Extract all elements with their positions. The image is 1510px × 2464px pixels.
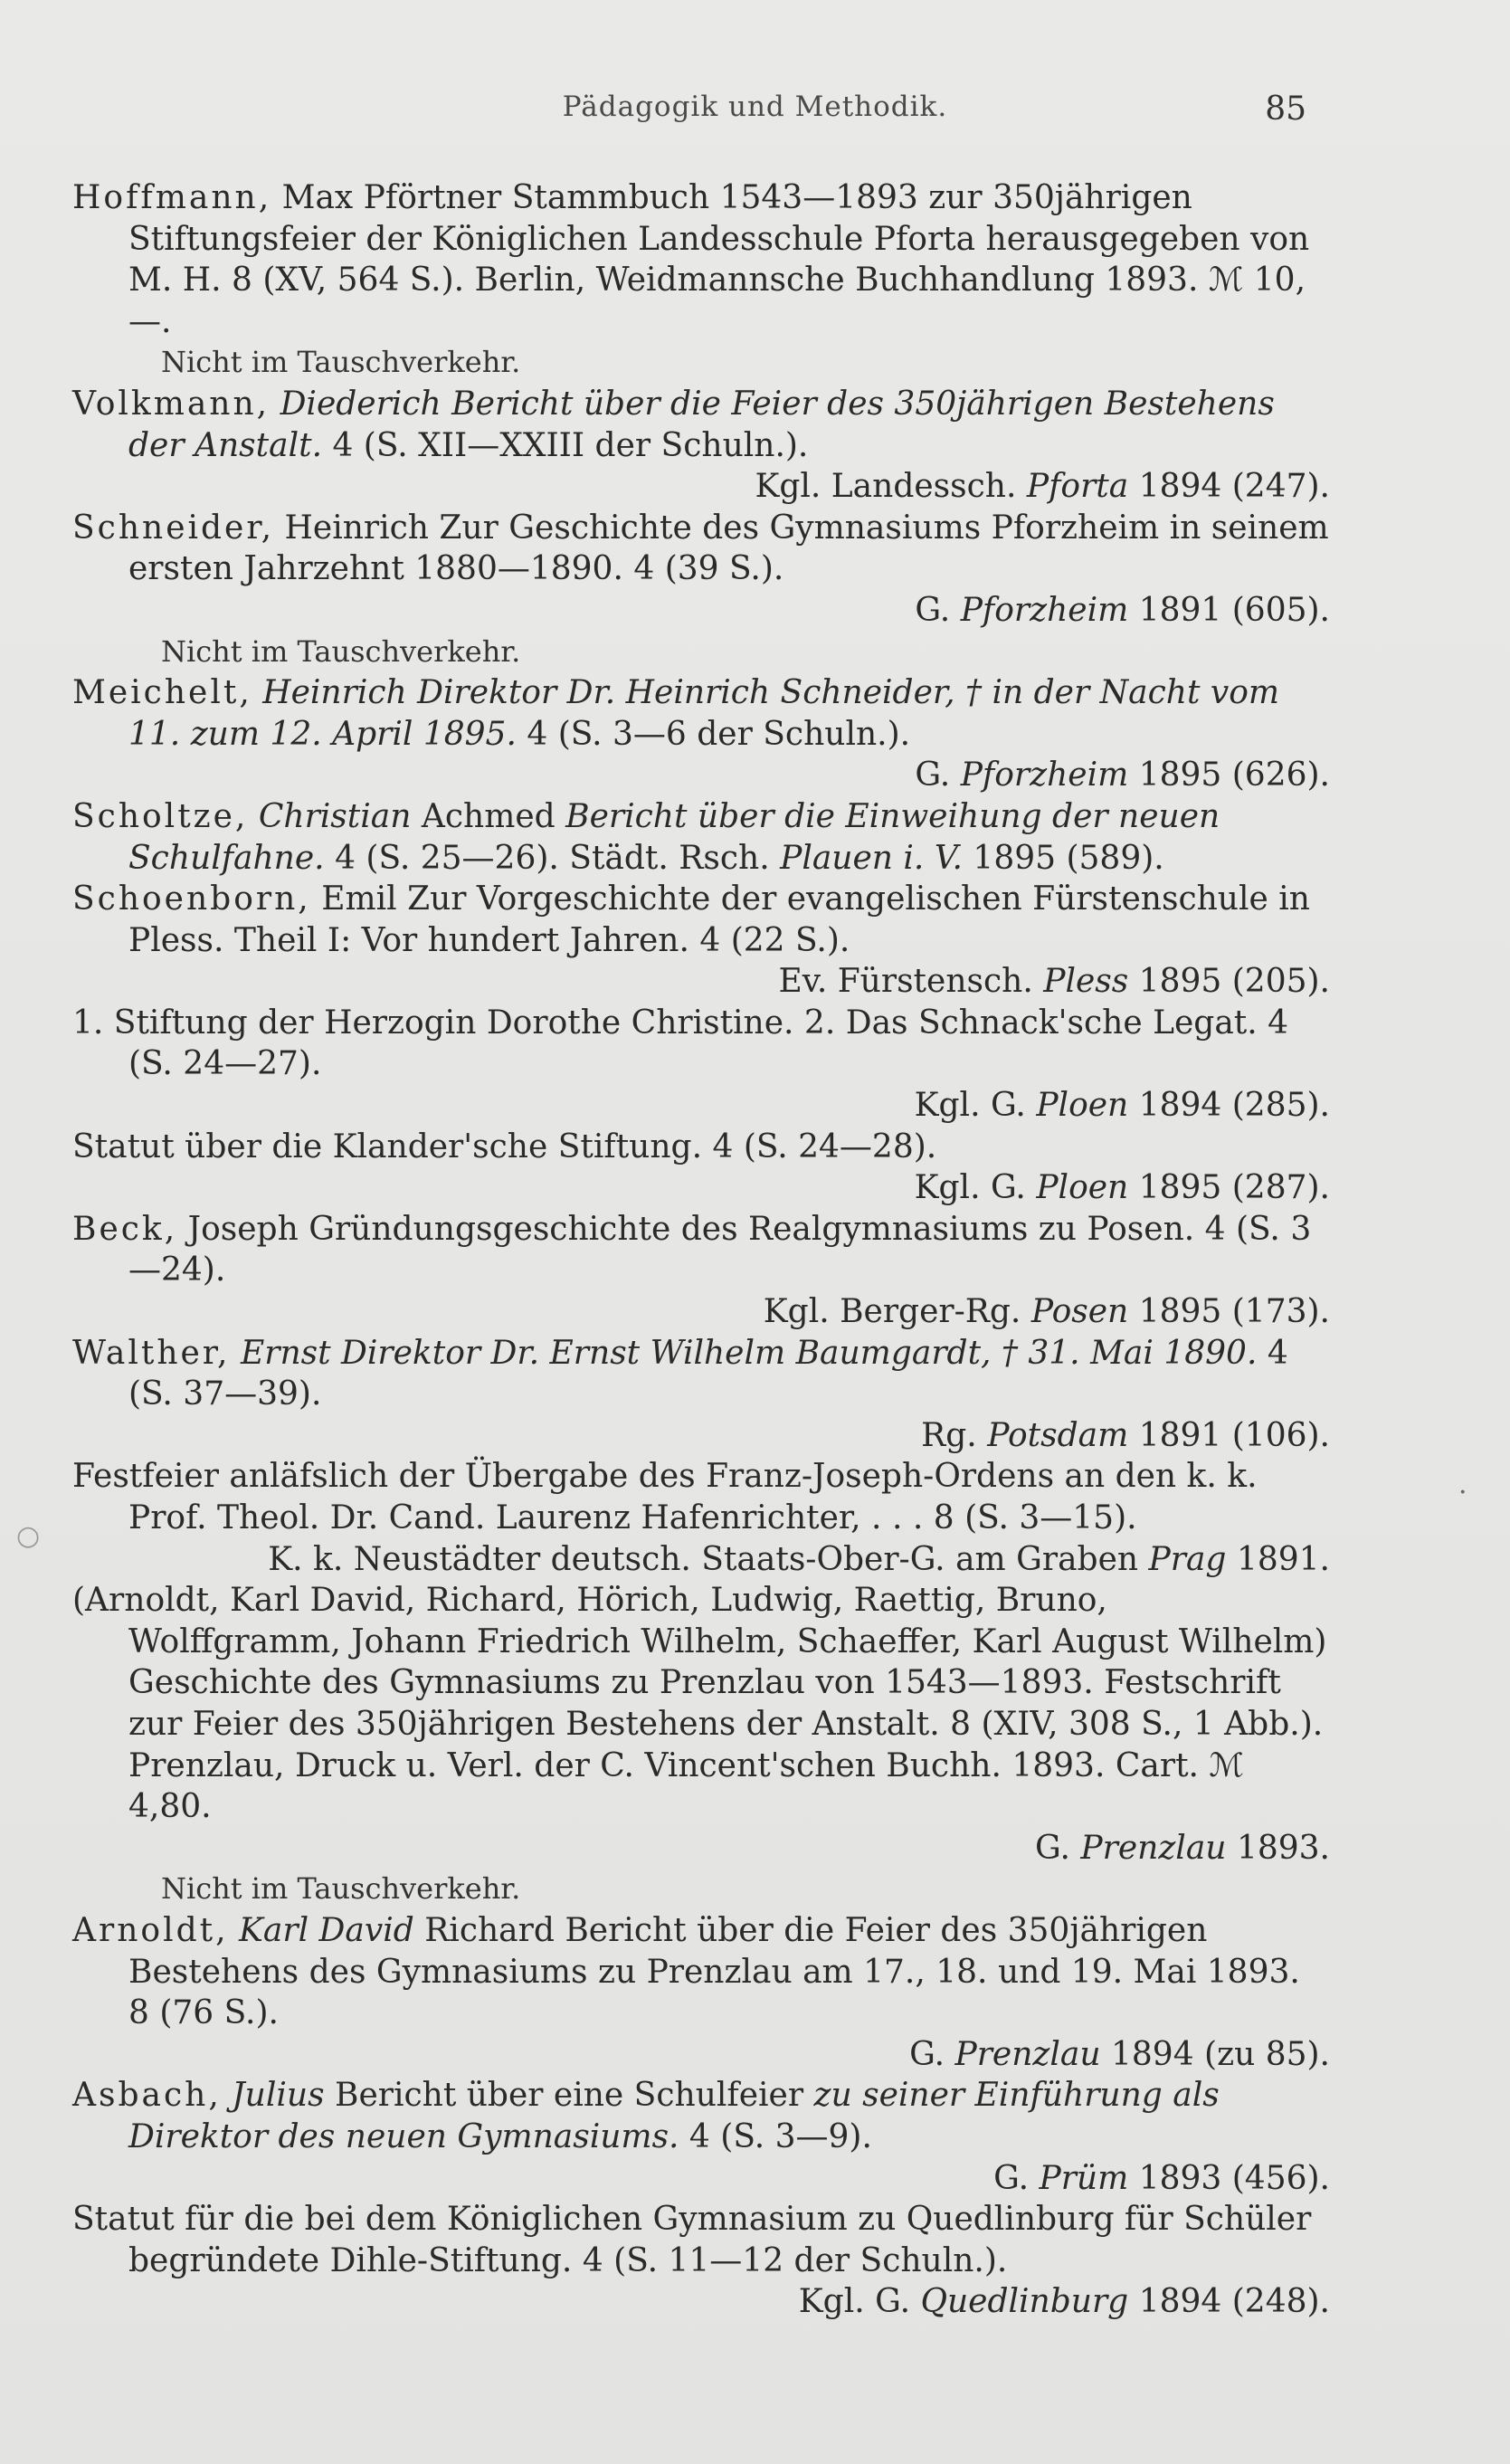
entry-statut-klander: Statut über die Klander'sche Stiftung. 4 (S. 24—28). Kgl. G. Ploen 1895 (287). xyxy=(72,1127,1330,1207)
note-not-in-exchange: Nicht im Tauschverkehr. xyxy=(161,345,521,380)
bibliography-list xyxy=(72,177,1330,2323)
entry-schoenborn: Schoenborn, Emil Zur Vorgeschichte der evangelischen Fürstenschule in Pless. Theil I: Vor hundert Jahren. 4 (22 S.). Ev. Fürstensch. Pless 1895 (205). xyxy=(72,880,1330,1001)
entry-asbach: Asbach, Julius Bericht über eine Schulfeier zu seiner Einführung als Direktor des neuen Gymnasiums. 4 (S. 3—9). G. Prüm 1893 (456). xyxy=(72,2077,1330,2197)
entry-hoffmann: Hoffmann, Max Pförtner Stammbuch 1543—1893 zur 350jährigen Stiftungsfeier der Königlichen Landesschule Pforta herausgegeben von M. H. 8 (XV, 564 S.). Berlin, Weidmannsche Buchhandlung 1893. ℳ 10,—. xyxy=(72,179,1310,340)
note-not-in-exchange: Nicht im Tauschverkehr. xyxy=(161,633,521,669)
entry-scholtze: Scholtze, Christian Achmed Bericht über die Einweihung der neuen Schulfahne. 4 (S. 25—26). Städt. Rsch. Plauen i. V. 1895 (589). xyxy=(72,797,1220,877)
entry-statut-dihle: Statut für die bei dem Königlichen Gymnasium zu Quedlinburg für Schüler begründete Dihle-Stiftung. 4 (S. 11—12 der Schuln.). Kgl. G. Quedlinburg 1894 (248). xyxy=(72,2201,1330,2321)
note-not-in-exchange: Nicht im Tauschverkehr. xyxy=(161,1871,521,1907)
page-number: 85 xyxy=(1265,90,1306,128)
entry-volkmann: Volkmann, Diederich Bericht über die Feier des 350jährigen Bestehens der Anstalt. 4 (S. XII—XXIII der Schuln.). Kgl. Landessch. Pforta 1894 (247). xyxy=(72,385,1330,506)
entry-arnoldt-bericht: Arnoldt, Karl David Richard Bericht über die Feier des 350jährigen Bestehens des Gymnasiums zu Prenzlau am 17., 18. und 19. Mai 1893. 8 (76 S.). G. Prenzlau 1894 (zu 85). xyxy=(72,1911,1330,2073)
entry-meichelt: Meichelt, Heinrich Direktor Dr. Heinrich Schneider, † in der Nacht vom 11. zum 12. April 1895. 4 (S. 3—6 der Schuln.). G. Pforzheim 1895 (626). xyxy=(72,674,1330,794)
entry-festfeier: Festfeier anläfslich der Übergabe des Franz-Joseph-Ordens an den k. k. Prof. Theol. Dr. Cand. Laurenz Hafenrichter, . . . 8 (S. 3—15). K. k. Neustädter deutsch. Staats-Ober-G. am Graben Prag 1891. xyxy=(72,1458,1330,1578)
header-title: Pädagogik und Methodik. xyxy=(562,90,948,123)
entry-beck: Beck, Joseph Gründungsgeschichte des Realgymnasiums zu Posen. 4 (S. 3—24). Kgl. Berger-Rg. Posen 1895 (173). xyxy=(72,1210,1330,1331)
entry-arnoldt-festschrift: (Arnoldt, Karl David, Richard, Hörich, Ludwig, Raettig, Bruno, Wolffgramm, Johann Friedrich Wilhelm, Schaeffer, Karl August Wilhelm) Geschichte des Gymnasiums zu Prenzlau von 1543—1893. Festschrift zur Feier des 350jährigen Bestehens der Anstalt. 8 (XIV, 308 S., 1 Abb.). Prenzlau, Druck u. Verl. der C. Vincent'schen Buchh. 1893. Cart. ℳ 4,80. G. Prenzlau 1893. xyxy=(72,1582,1330,1867)
entry-stiftung-dorothe: 1. Stiftung der Herzogin Dorothe Christine. 2. Das Schnack'sche Legat. 4 (S. 24—27). Kgl. G. Ploen 1894 (285). xyxy=(72,1004,1330,1125)
margin-mark: ○ xyxy=(16,1520,41,1552)
entry-walther: Walther, Ernst Direktor Dr. Ernst Wilhelm Baumgardt, † 31. Mai 1890. 4 (S. 37—39). Rg. Potsdam 1891 (106). xyxy=(72,1334,1330,1454)
entry-schneider: Schneider, Heinrich Zur Geschichte des Gymnasiums Pforzheim in seinem ersten Jahrzehnt 1880—1890. 4 (39 S.). G. Pforzheim 1891 (605). xyxy=(72,509,1330,629)
stray-dot: · xyxy=(1458,1477,1467,1508)
running-header xyxy=(0,90,1510,145)
